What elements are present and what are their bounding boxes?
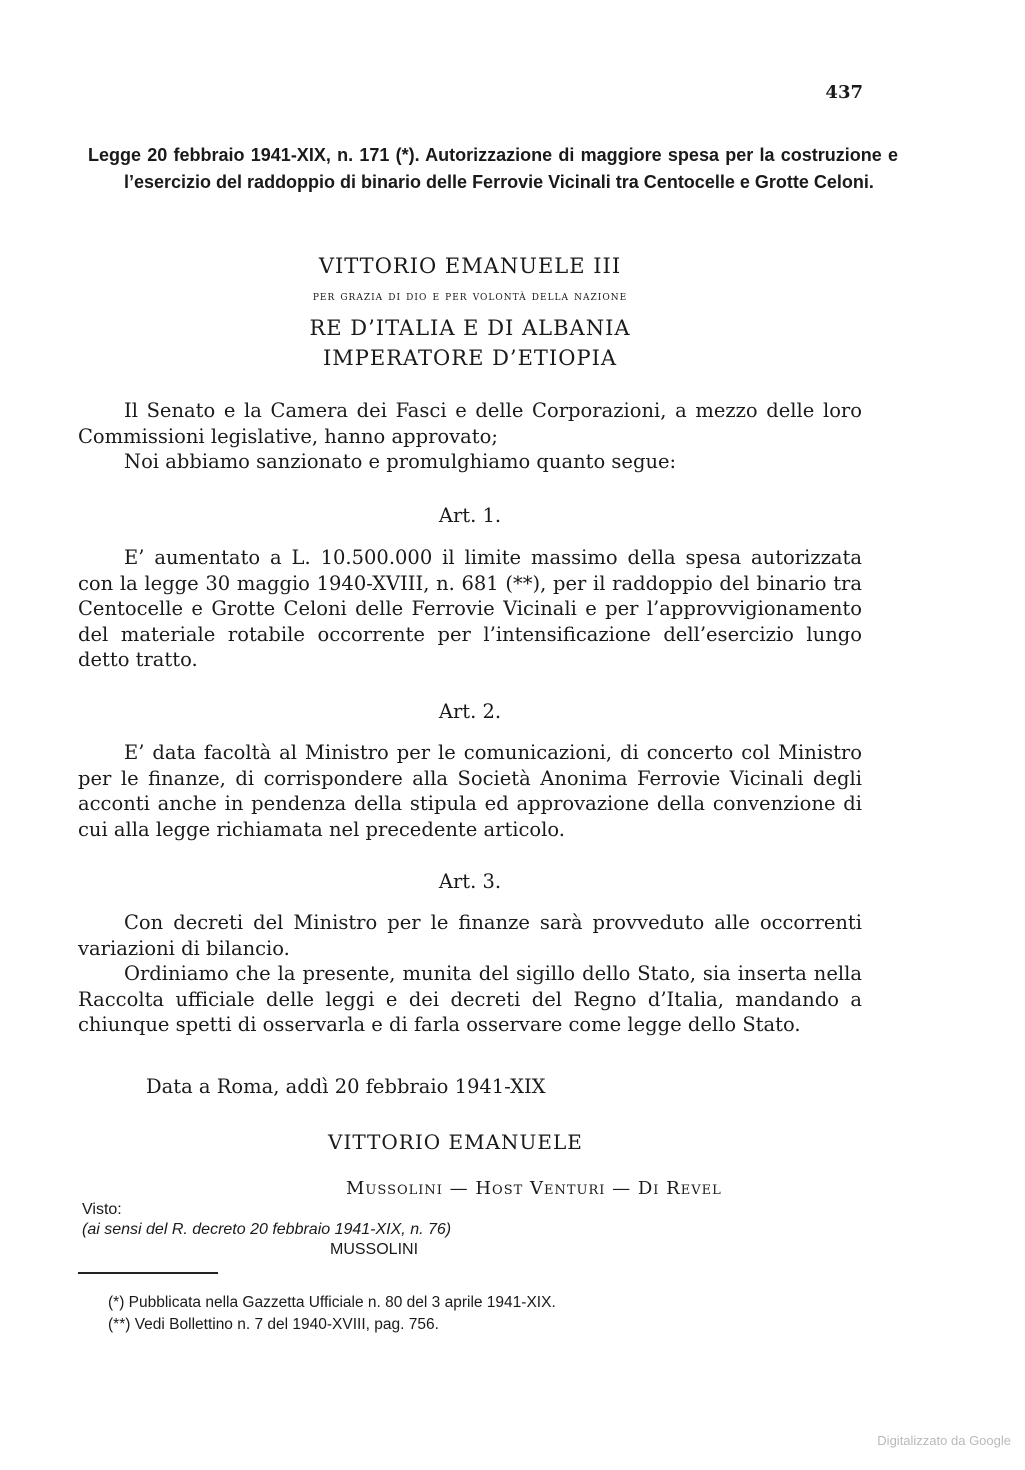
article-1 [78,545,862,673]
date-line: Data a Roma, addì 20 febbraio 1941-XIX [146,1075,546,1098]
emperor-title: IMPERATORE D’ETIOPIA [322,346,618,370]
article-3 [78,910,862,1038]
watermark: Digitalizzato da Google [877,1433,1011,1448]
article-3-text: Con decreti del Ministro per le finanze sarà provveduto alle occorrenti variazioni di bilancio. [78,911,862,960]
preamble [78,398,862,475]
preamble-line: Il Senato e la Camera dei Fasci e delle Corporazioni, a mezzo delle loro Commissioni legislative, hanno approvato; [78,399,862,448]
footnote-2: (**) Vedi Bollettino n. 7 del 1940-XVIII, pag. 756. [108,1316,439,1333]
page-number: 437 [825,82,863,103]
law-title: Legge 20 febbraio 1941-XIX, n. 171 (*). Autorizzazione di maggiore spesa per la costruzione e l’esercizio del raddoppio di binario delle Ferrovie Vicinali tra Centocelle e Grotte Celoni. [88,145,898,192]
closing-text: Ordiniamo che la presente, munita del sigillo dello Stato, sia inserta nella Raccolta ufficiale delle leggi e dei decreti del Regno d’Italia, mandando a chiunque spetti di osservarla e di farla osservare come legge dello Stato. [78,962,862,1036]
article-2-text: E’ data facoltà al Ministro per le comunicazioni, di concerto col Ministro per le finanze, di corrispondere alla Società Anonima Ferrovie Vicinali degli acconti anche in pendenza della stipula ed approvazione della convenzione di cui alla legge richiamata nel precedente articolo. [78,741,862,841]
article-2 [78,740,862,842]
signer: VITTORIO EMANUELE [328,1130,583,1154]
preamble-line: Noi abbiamo sanzionato e promulghiamo quanto segue: [124,450,677,473]
article-3-heading: Art. 3. [438,870,502,893]
visto-name: MUSSOLINI [330,1241,419,1258]
article-2-heading: Art. 2. [438,700,502,723]
king-name: VITTORIO EMANUELE III [318,254,622,278]
footnotes [108,1292,556,1336]
visto-label: Visto: [82,1201,122,1218]
ministers: Mussolini — Host Venturi — Di Revel [346,1178,722,1199]
footnote-1: (*) Pubblicata nella Gazzetta Ufficiale n. 80 del 3 aprile 1941-XIX. [108,1294,556,1311]
grace-formula: per grazia di dio e per volontà della nazione [312,289,628,304]
visto-reference: (ai sensi del R. decreto 20 febbraio 1941-XIX, n. 76) [82,1221,452,1238]
visto-block [82,1200,452,1258]
article-1-heading: Art. 1. [438,504,502,527]
article-1-text: E’ aumentato a L. 10.500.000 il limite massimo della spesa autorizzata con la legge 30 maggio 1940-XVIII, n. 681 (**), per il raddoppio del binario tra Centocelle e Grotte Celoni delle Ferrovie Vicinali e per l’approvvigionamento del materiale rotabile occorrente per l’intensificazione dell’esercizio lungo detto tratto. [78,546,862,671]
footnote-divider [78,1272,218,1274]
king-title: RE D’ITALIA E DI ALBANIA [309,316,631,340]
